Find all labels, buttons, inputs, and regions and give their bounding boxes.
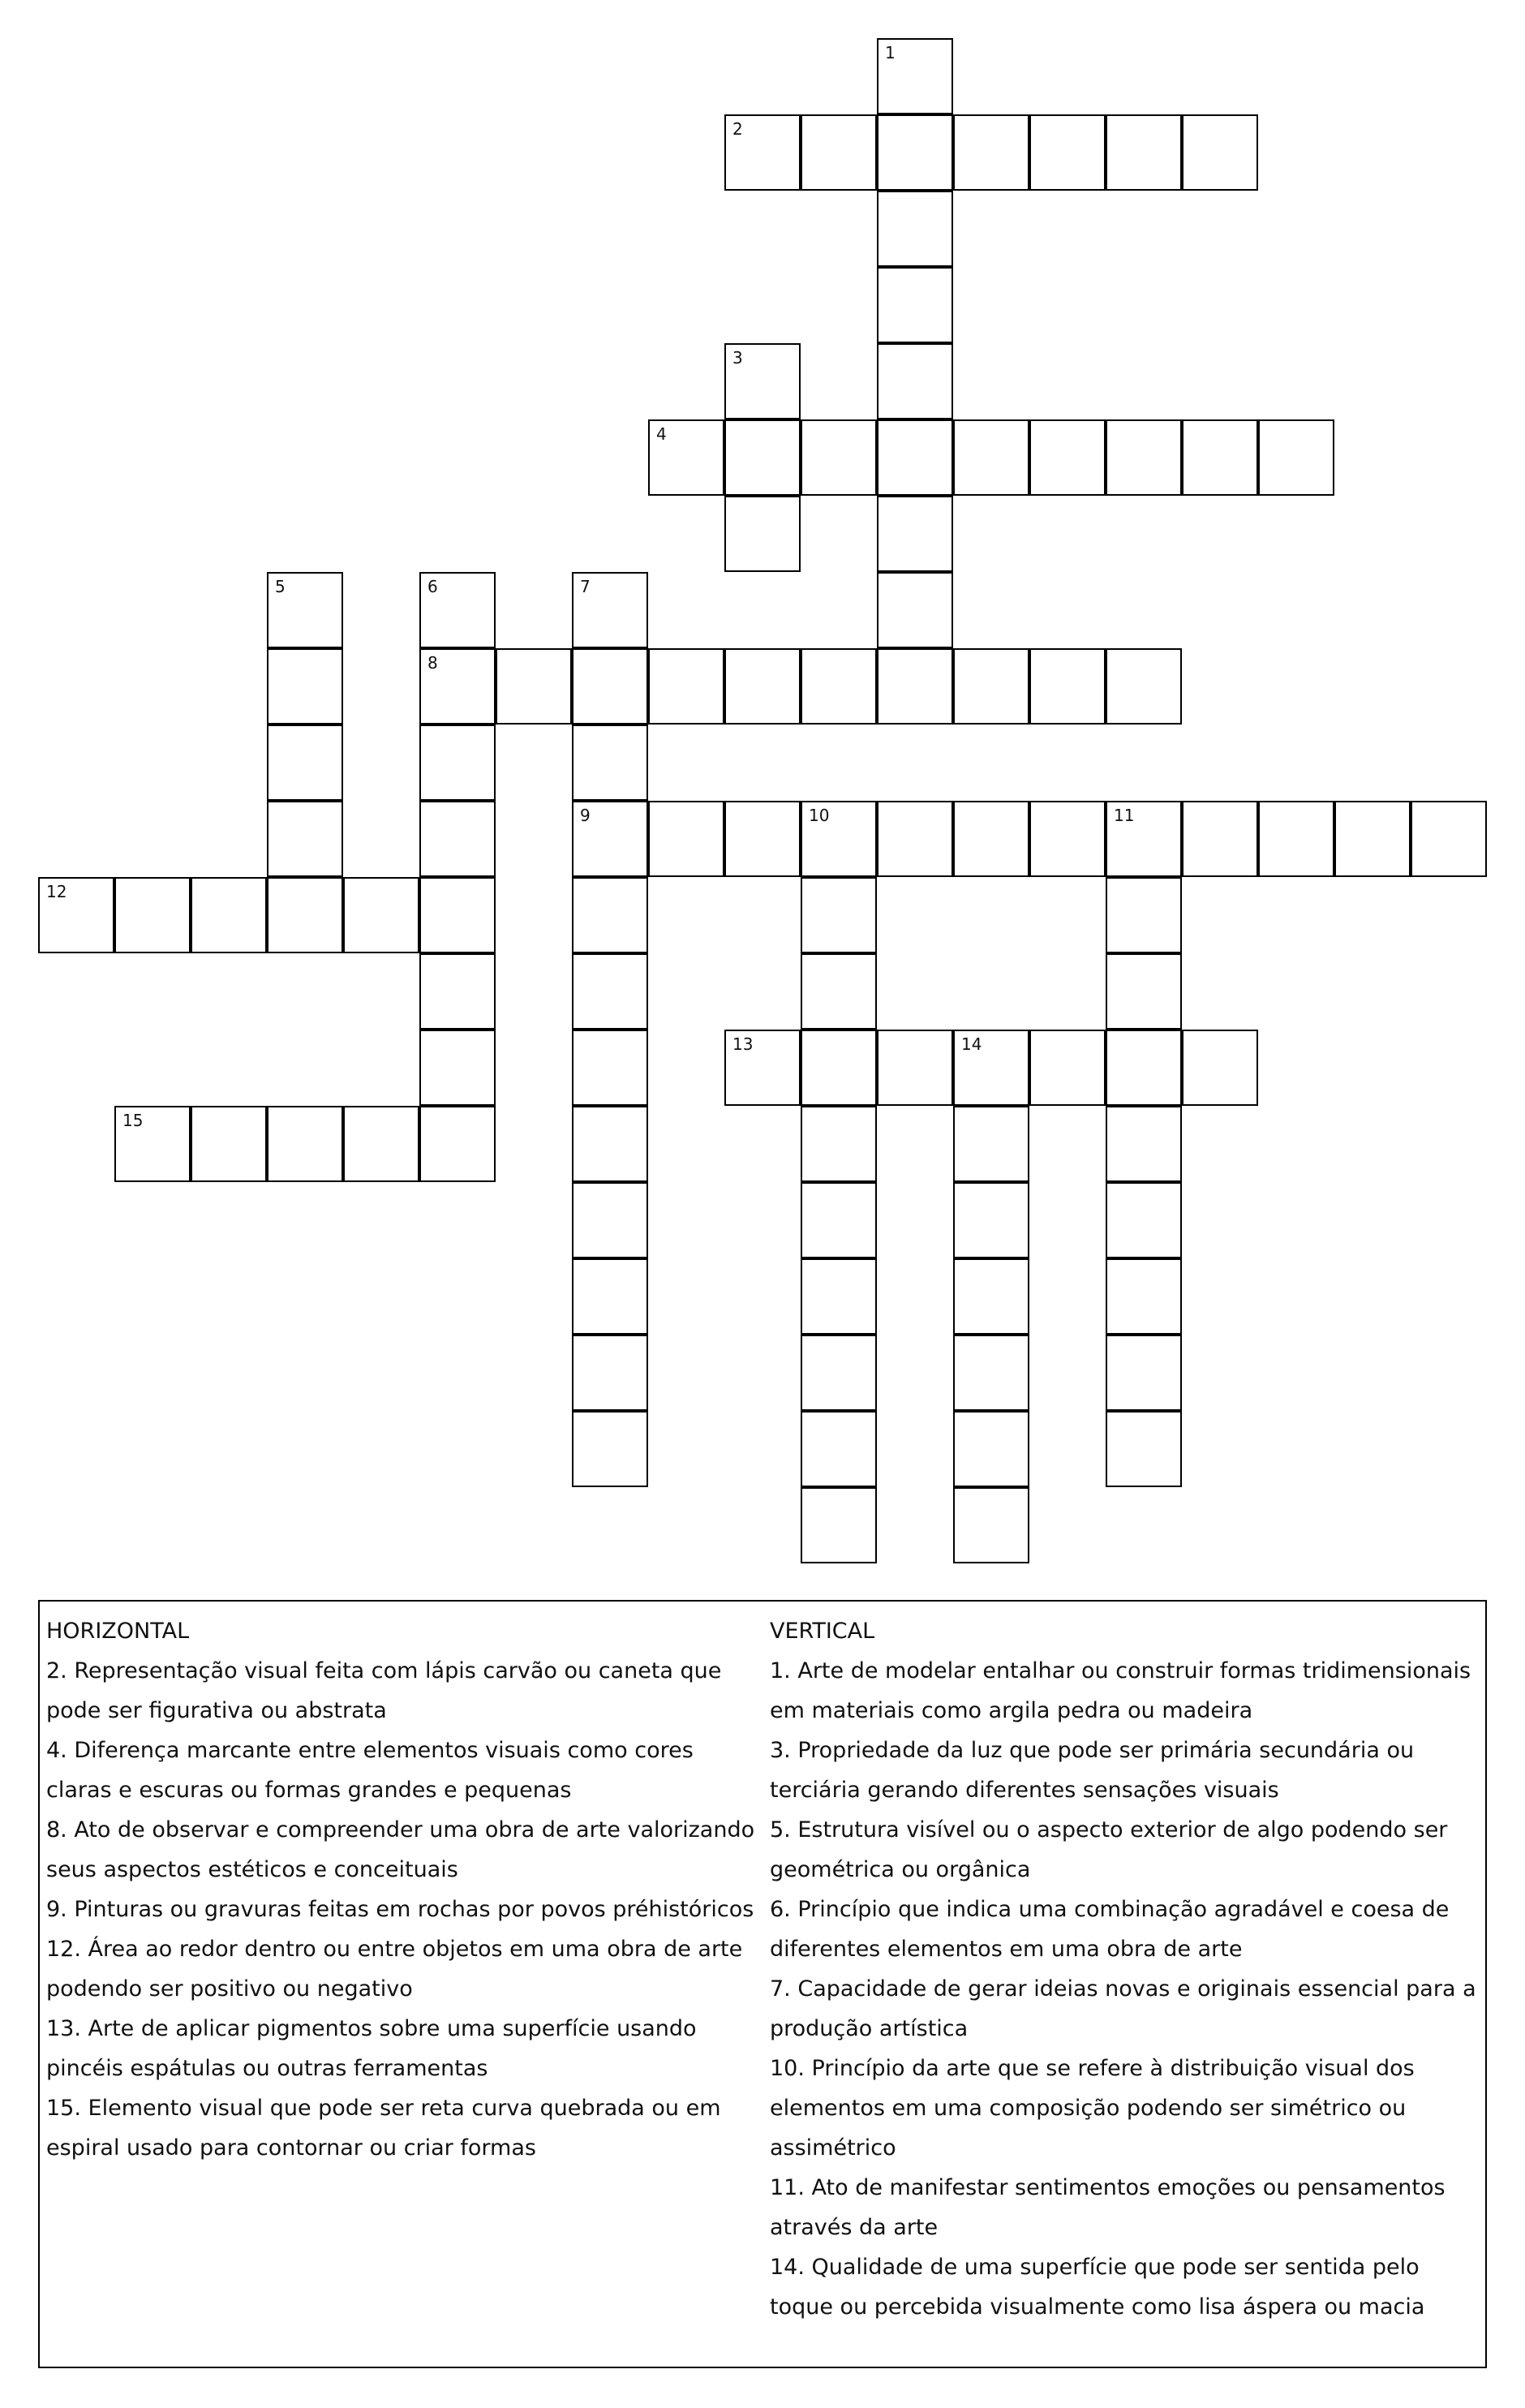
grid-cell[interactable] — [801, 648, 877, 725]
clue-horizontal: 2. Representação visual feita com lápis carvão ou caneta que pode ser figurativa ou abstrata — [46, 1658, 722, 1723]
grid-cell[interactable] — [496, 648, 572, 725]
grid-cell[interactable] — [877, 496, 953, 572]
grid-cell[interactable] — [1029, 1030, 1106, 1106]
clue-vertical: 7. Capacidade de gerar ideias novas e originais essencial para a produção artística — [770, 1976, 1476, 2041]
grid-cell[interactable] — [1106, 1182, 1182, 1258]
grid-cell[interactable] — [419, 572, 496, 648]
grid-cell[interactable] — [419, 877, 496, 953]
grid-cell[interactable] — [801, 114, 877, 191]
grid-cell[interactable] — [953, 1182, 1029, 1258]
clue-horizontal: 12. Área ao redor dentro ou entre objetos em uma obra de arte podendo ser positivo ou negativo — [46, 1937, 743, 2002]
grid-cell[interactable] — [953, 1411, 1029, 1487]
grid-cell[interactable] — [801, 1030, 877, 1106]
clue-vertical: 11. Ato de manifestar sentimentos emoções ou pensamentos através da arte — [770, 2175, 1446, 2240]
grid-cell[interactable] — [114, 1106, 191, 1182]
grid-cell[interactable] — [648, 648, 724, 725]
grid-cell[interactable] — [953, 1106, 1029, 1182]
clue-horizontal: 4. Diferença marcante entre elementos visuais como cores claras e escuras ou formas grandes e pequenas — [46, 1738, 694, 1803]
grid-cell[interactable] — [1029, 419, 1106, 496]
grid-cell[interactable] — [114, 877, 191, 953]
grid-cell[interactable] — [877, 572, 953, 648]
clue-number: 6 — [427, 577, 438, 596]
grid-cell[interactable] — [267, 1106, 343, 1182]
horizontal-clues-column — [46, 1611, 760, 2168]
clue-horizontal: 8. Ato de observar e compreender uma obra de arte valorizando seus aspectos estéticos e conceituais — [46, 1817, 755, 1882]
clue-horizontal: 15. Elemento visual que pode ser reta curva quebrada ou em espiral usado para contornar ou criar formas — [46, 2096, 721, 2161]
grid-cell[interactable] — [267, 801, 343, 877]
clue-number: 2 — [732, 119, 743, 139]
grid-cell[interactable] — [267, 572, 343, 648]
grid-cell[interactable] — [801, 1411, 877, 1487]
grid-cell[interactable] — [191, 1106, 267, 1182]
clue-number: 4 — [656, 424, 667, 444]
grid-cell[interactable] — [877, 419, 953, 496]
grid-cell[interactable] — [1411, 801, 1487, 877]
vertical-clues-column — [770, 1611, 1484, 2327]
clues-box — [38, 1600, 1487, 2368]
grid-cell[interactable] — [801, 1335, 877, 1411]
grid-cell[interactable] — [1106, 1335, 1182, 1411]
horizontal-clue-list — [46, 1651, 760, 2168]
grid-cell[interactable] — [953, 1258, 1029, 1335]
grid-cell[interactable] — [1106, 1030, 1182, 1106]
clue-number: 13 — [732, 1034, 754, 1054]
grid-cell[interactable] — [724, 648, 801, 725]
vertical-heading: VERTICAL — [770, 1619, 875, 1644]
grid-cell[interactable] — [1106, 801, 1182, 877]
grid-cell[interactable] — [419, 801, 496, 877]
clue-vertical: 10. Princípio da arte que se refere à distribuição visual dos elementos em uma composição podendo ser simétrico ou assimétrico — [770, 2056, 1415, 2161]
grid-cell[interactable] — [1106, 1258, 1182, 1335]
grid-cell[interactable] — [38, 877, 114, 953]
clue-horizontal: 9. Pinturas ou gravuras feitas em rochas por povos préhistóricos — [46, 1897, 754, 1922]
grid-cell[interactable] — [572, 1335, 648, 1411]
grid-cell[interactable] — [419, 725, 496, 801]
clue-vertical: 1. Arte de modelar entalhar ou construir formas tridimensionais em materiais como argila pedra ou madeira — [770, 1658, 1471, 1723]
clue-number: 12 — [46, 882, 67, 901]
grid-cell[interactable] — [724, 114, 801, 191]
grid-cell[interactable] — [801, 953, 877, 1030]
grid-cell[interactable] — [267, 648, 343, 725]
grid-cell[interactable] — [343, 1106, 419, 1182]
grid-cell[interactable] — [419, 953, 496, 1030]
grid-cell[interactable] — [572, 953, 648, 1030]
grid-cell[interactable] — [572, 1182, 648, 1258]
grid-cell[interactable] — [572, 877, 648, 953]
horizontal-heading: HORIZONTAL — [46, 1619, 190, 1644]
clue-number: 15 — [122, 1111, 144, 1130]
grid-cell[interactable] — [1182, 1030, 1258, 1106]
clue-number: 3 — [732, 348, 743, 368]
grid-cell[interactable] — [572, 1106, 648, 1182]
grid-cell[interactable] — [724, 496, 801, 572]
clue-vertical: 6. Princípio que indica uma combinação agradável e coesa de diferentes elementos em uma obra de arte — [770, 1897, 1450, 1962]
grid-cell[interactable] — [191, 877, 267, 953]
vertical-clue-list — [770, 1651, 1484, 2327]
clue-vertical: 5. Estrutura visível ou o aspecto exterior de algo podendo ser geométrica ou orgânica — [770, 1817, 1448, 1882]
grid-cell[interactable] — [419, 1106, 496, 1182]
grid-cell[interactable] — [1106, 419, 1182, 496]
grid-cell[interactable] — [724, 419, 801, 496]
grid-cell[interactable] — [801, 877, 877, 953]
clue-number: 1 — [885, 43, 896, 62]
grid-cell[interactable] — [1106, 648, 1182, 725]
clue-number: 7 — [580, 577, 591, 596]
grid-cell[interactable] — [801, 1182, 877, 1258]
grid-cell[interactable] — [1029, 801, 1106, 877]
grid-cell[interactable] — [1106, 877, 1182, 953]
grid-cell[interactable] — [877, 1030, 953, 1106]
grid-cell[interactable] — [572, 725, 648, 801]
grid-cell[interactable] — [877, 114, 953, 191]
grid-cell[interactable] — [1106, 1106, 1182, 1182]
grid-cell[interactable] — [877, 267, 953, 343]
grid-cell[interactable] — [419, 648, 496, 725]
clue-vertical: 3. Propriedade da luz que pode ser primária secundária ou terciária gerando diferentes sensações visuais — [770, 1738, 1415, 1803]
clue-vertical: 14. Qualidade de uma superfície que pode ser sentida pelo toque ou percebida visualmente como lisa áspera ou macia — [770, 2255, 1425, 2320]
grid-cell[interactable] — [648, 801, 724, 877]
grid-cell[interactable] — [1106, 1411, 1182, 1487]
grid-cell[interactable] — [1182, 419, 1258, 496]
clue-number: 5 — [275, 577, 286, 596]
grid-cell[interactable] — [1258, 801, 1334, 877]
grid-cell[interactable] — [1029, 114, 1106, 191]
grid-cell[interactable] — [267, 725, 343, 801]
grid-cell[interactable] — [724, 1030, 801, 1106]
grid-cell[interactable] — [801, 1258, 877, 1335]
grid-cell[interactable] — [572, 572, 648, 648]
grid-cell[interactable] — [1258, 419, 1334, 496]
grid-cell[interactable] — [877, 191, 953, 267]
grid-cell[interactable] — [801, 801, 877, 877]
grid-cell[interactable] — [801, 419, 877, 496]
grid-cell[interactable] — [877, 801, 953, 877]
grid-cell[interactable] — [877, 648, 953, 725]
grid-cell[interactable] — [267, 877, 343, 953]
grid-cell[interactable] — [1334, 801, 1411, 877]
grid-cell[interactable] — [572, 1030, 648, 1106]
grid-cell[interactable] — [877, 343, 953, 419]
grid-cell[interactable] — [1106, 114, 1182, 191]
grid-cell[interactable] — [953, 1030, 1029, 1106]
clue-number: 11 — [1114, 806, 1135, 825]
clue-number: 14 — [961, 1034, 982, 1054]
grid-cell[interactable] — [648, 419, 724, 496]
grid-cell[interactable] — [1182, 801, 1258, 877]
grid-cell[interactable] — [343, 877, 419, 953]
grid-cell[interactable] — [724, 343, 801, 419]
clue-number: 9 — [580, 806, 591, 825]
grid-cell[interactable] — [1106, 953, 1182, 1030]
grid-cell[interactable] — [572, 1258, 648, 1335]
grid-cell[interactable] — [953, 801, 1029, 877]
clue-horizontal: 13. Arte de aplicar pigmentos sobre uma superfície usando pincéis espátulas ou outras ferramentas — [46, 2016, 697, 2081]
grid-cell[interactable] — [572, 1411, 648, 1487]
grid-cell[interactable] — [1029, 648, 1106, 725]
grid-cell[interactable] — [953, 648, 1029, 725]
grid-cell[interactable] — [801, 1106, 877, 1182]
grid-cell[interactable] — [953, 1335, 1029, 1411]
grid-cell[interactable] — [1182, 114, 1258, 191]
grid-cell[interactable] — [724, 801, 801, 877]
grid-cell[interactable] — [572, 801, 648, 877]
grid-cell[interactable] — [419, 1030, 496, 1106]
grid-cell[interactable] — [953, 419, 1029, 496]
clue-number: 10 — [809, 806, 830, 825]
grid-cell[interactable] — [572, 648, 648, 725]
grid-cell[interactable] — [877, 38, 953, 114]
clue-number: 8 — [427, 653, 438, 673]
grid-cell[interactable] — [953, 114, 1029, 191]
grid-cell[interactable] — [801, 1487, 877, 1563]
grid-cell[interactable] — [953, 1487, 1029, 1563]
